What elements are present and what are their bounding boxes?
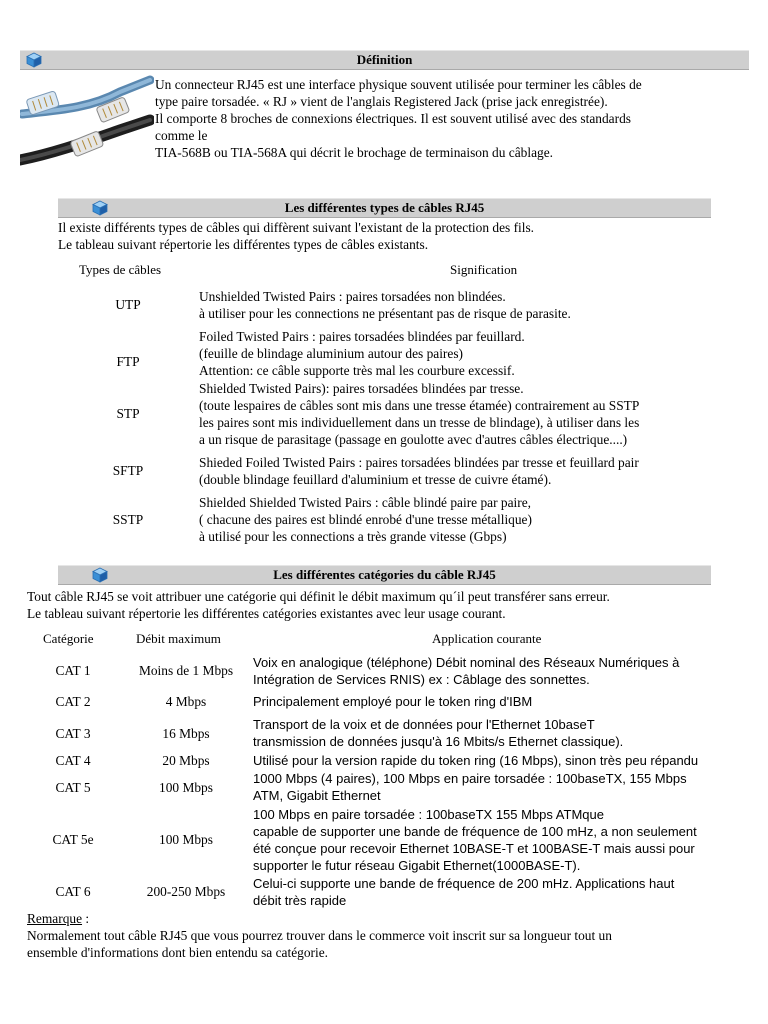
definition-line: comme le (155, 128, 208, 143)
application-line: 1000 Mbps (4 paires), 100 Mbps en paire torsadée : 100baseTX, 155 Mbps (253, 771, 687, 786)
type-meaning-line: à utiliser pour les connections ne présentant pas de risque de parasite. (199, 306, 571, 321)
application-line: Celui-ci supporte une bande de fréquence de 200 mHz. Applications haut (253, 876, 675, 891)
application-line: Voix en analogique (téléphone) Débit nominal des Réseaux Numériques à (253, 655, 680, 670)
debit-cell: 4 Mbps (165, 694, 207, 709)
categories-title: Les différentes catégories du câble RJ45 (273, 567, 496, 582)
category-cell: CAT 4 (55, 753, 91, 768)
type-meaning-line: à utilisé pour les connections a très grande vitesse (Gbps) (199, 529, 507, 544)
type-meaning-line: Shieded Foiled Twisted Pairs : paires torsadées blindées par tresse et feuillard pair (199, 455, 639, 470)
debit-cell: 100 Mbps (159, 832, 213, 847)
type-meaning-line: (double blindage feuillard d'aluminium et tresse de cuivre étamé). (199, 472, 552, 487)
debit-cell: 100 Mbps (159, 780, 213, 795)
rj45-cable-image (20, 74, 154, 177)
remarque-colon: : (82, 911, 90, 926)
types-header-type: Types de câbles (79, 262, 162, 277)
category-cell: CAT 2 (55, 694, 91, 709)
categories-header-bar (58, 565, 711, 585)
type-meaning-line: Foiled Twisted Pairs : paires torsadées blindées par feuillard. (199, 329, 525, 344)
type-meaning-line: a un risque de parasitage (passage en goulotte avec d'autres câbles électrique....) (199, 432, 628, 447)
definition-line: TIA-568B ou TIA-568A qui décrit le brochage de terminaison du câblage. (155, 145, 554, 160)
definition-line: type paire torsadée. « RJ » vient de l'anglais Registered Jack (prise jack enregistrée). (155, 94, 608, 109)
type-meaning-line: Unshielded Twisted Pairs : paires torsadées non blindées. (199, 289, 506, 304)
category-cell: CAT 6 (55, 884, 91, 899)
application-line: Intégration de Services RNIS) ex : Câblage des sonnettes. (253, 672, 590, 687)
type-meaning-line: les paires sont mis individuellement dans un tresse de blindage), à utiliser dans les (199, 415, 640, 430)
categories-intro-line: Tout câble RJ45 se voit attribuer une catégorie qui définit le débit maximum qu´il peut transférer sans erreur. (27, 589, 610, 604)
definition-title: Définition (356, 52, 413, 67)
type-meaning-line: ( chacune des paires est blindé enrobé d'une tresse métallique) (199, 512, 532, 527)
remarque-label: Remarque (27, 911, 83, 926)
application-line: transmission de données jusqu'à 16 Mbits/s Ethernet classique). (253, 734, 624, 749)
application-line: Principalement employé pour le token ring d'IBM (253, 694, 533, 709)
application-line: supporter le futur réseau Gigabit Ethernet(1000BASE-T). (253, 858, 581, 873)
remarque-line: Normalement tout câble RJ45 que vous pourrez trouver dans le commerce voit inscrit sur sa longueur tout un (27, 928, 612, 943)
type-cell: FTP (116, 354, 140, 369)
remarque-heading (27, 910, 89, 927)
application-line: Utilisé pour la version rapide du token ring (16 Mbps), sinon très peu répandu (253, 753, 699, 768)
categories-header-cat: Catégorie (43, 631, 94, 646)
category-cell: CAT 3 (55, 726, 91, 741)
application-line: été conçue pour recevoir Ethernet 10BASE-T et 100BASE-T mais aussi pour (253, 841, 695, 856)
type-meaning-line: (feuille de blindage aluminium autour des paires) (199, 346, 464, 361)
type-meaning-line: Shielded Twisted Pairs): paires torsadées blindées par tresse. (199, 381, 524, 396)
application-line: 100 Mbps en paire torsadée : 100baseTX 155 Mbps ATMque (253, 807, 604, 822)
definition-header-bar (20, 50, 749, 70)
application-line: ATM, Gigabit Ethernet (253, 788, 381, 803)
application-line: Transport de la voix et de données pour l'Ethernet 10baseT (253, 717, 595, 732)
debit-cell: 16 Mbps (162, 726, 210, 741)
types-intro-line: Il existe différents types de câbles qui diffèrent suivant l'existant de la protection des fils. (58, 220, 535, 235)
types-header-bar (58, 198, 711, 218)
categories-intro-line: Le tableau suivant répertorie les différentes catégories existantes avec leur usage courant. (27, 606, 506, 621)
application-line: capable de supporter une bande de fréquence de 100 mHz, a non seulement (253, 824, 697, 839)
type-meaning-line: Shielded Shielded Twisted Pairs : câble blindé paire par paire, (199, 495, 531, 510)
categories-header-application: Application courante (432, 631, 542, 646)
category-cell: CAT 1 (55, 663, 91, 678)
categories-header-debit: Débit maximum (136, 631, 221, 646)
definition-line: Il comporte 8 broches de connexions électriques. Il est souvent utilisé avec des standards (155, 111, 631, 126)
debit-cell: 20 Mbps (162, 753, 210, 768)
definition-line: Un connecteur RJ45 est une interface physique souvent utilisée pour terminer les câbles de (155, 77, 642, 92)
types-intro-line: Le tableau suivant répertorie les différentes types de câbles existants. (58, 237, 429, 252)
remarque-line: ensemble d'informations dont bien entendu sa catégorie. (27, 945, 329, 960)
type-cell: STP (116, 406, 140, 421)
type-cell: SFTP (112, 463, 144, 478)
type-meaning-line: Attention: ce câble supporte très mal les courbure excessif. (199, 363, 515, 378)
types-header-meaning: Signification (450, 262, 518, 277)
category-cell: CAT 5 (55, 780, 91, 795)
category-cell: CAT 5e (52, 832, 94, 847)
types-title: Les différentes types de câbles RJ45 (284, 200, 485, 215)
debit-cell: 200-250 Mbps (146, 884, 226, 899)
debit-cell: Moins de 1 Mbps (138, 663, 234, 678)
type-cell: SSTP (112, 512, 144, 527)
type-cell: UTP (115, 297, 141, 312)
application-line: débit très rapide (253, 893, 347, 908)
type-meaning-line: (toute lespaires de câbles sont mis dans une tresse étamée) contrairement au SSTP (199, 398, 640, 413)
